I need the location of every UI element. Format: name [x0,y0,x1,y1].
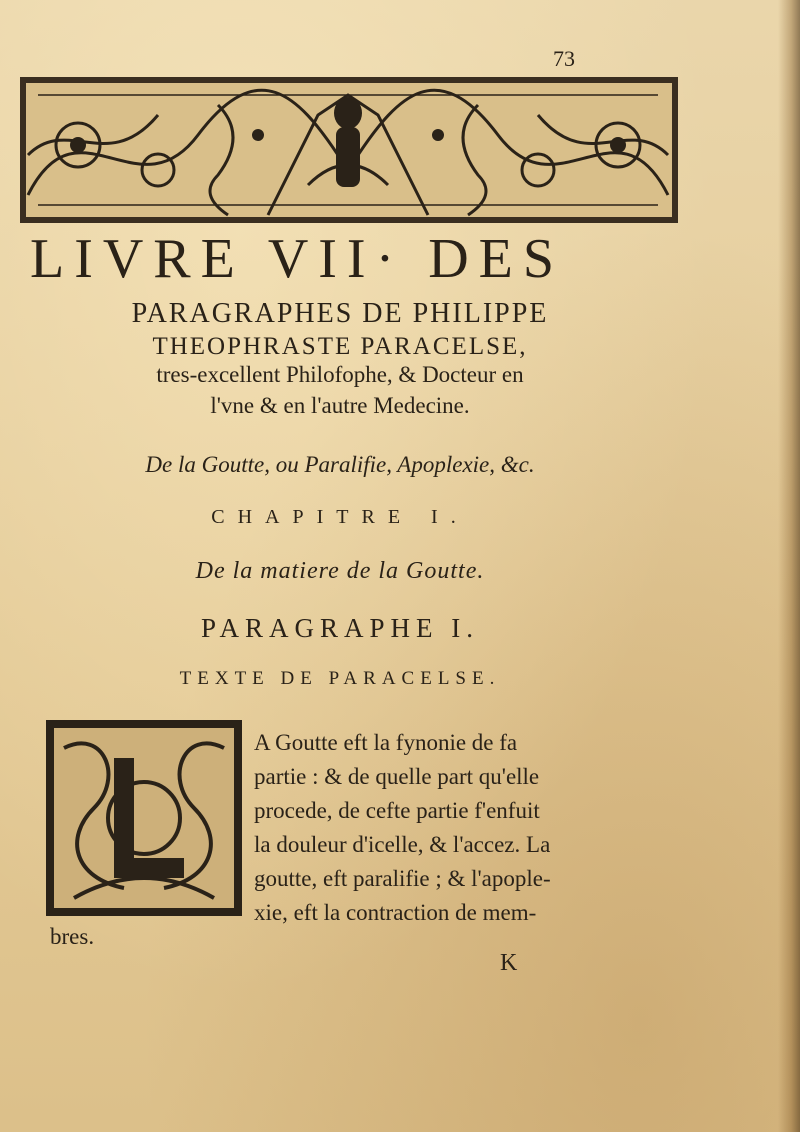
body-line: la douleur d'icelle, & l'accez. La [254,832,551,857]
heading-line-3: tres-excellent Philofophe, & Docteur en [156,362,524,387]
page-edge-shadow [778,0,800,1132]
body-text [254,726,624,930]
book-title: LIVRE VII· DES [30,228,565,290]
heading-line-2: THEOPHRASTE PARACELSE, [152,333,528,360]
chapter-heading: CHAPITRE I. [211,506,469,528]
body-line: A Goutte eft la fynonie de fa [254,730,518,755]
heading-line-1: PARAGRAPHES DE PHILIPPE [131,298,549,329]
body-line: partie : & de quelle part qu'elle [254,764,540,789]
section-heading: TEXTE DE PARACELSE. [179,668,501,689]
paragraph-heading: PARAGRAPHE I. [200,613,480,643]
decorated-initial-l [44,718,244,918]
body-line: procede, de cefte partie f'enfuit [254,798,540,823]
body-last-line: bres. [50,924,95,949]
ornamental-headpiece [18,75,680,225]
heading-line-4: l'vne & en l'autre Medecine. [210,393,470,418]
chapter-title: De la matiere de la Goutte. [195,558,485,584]
signature-mark: K [500,950,518,976]
body-line: goutte, eft paralifie ; & l'apople- [254,866,551,891]
page-number: 73 [553,46,575,71]
body-line: xie, eft la contraction de mem- [254,900,537,925]
subject-line: De la Goutte, ou Paralifie, Apoplexie, &c. [145,452,535,477]
